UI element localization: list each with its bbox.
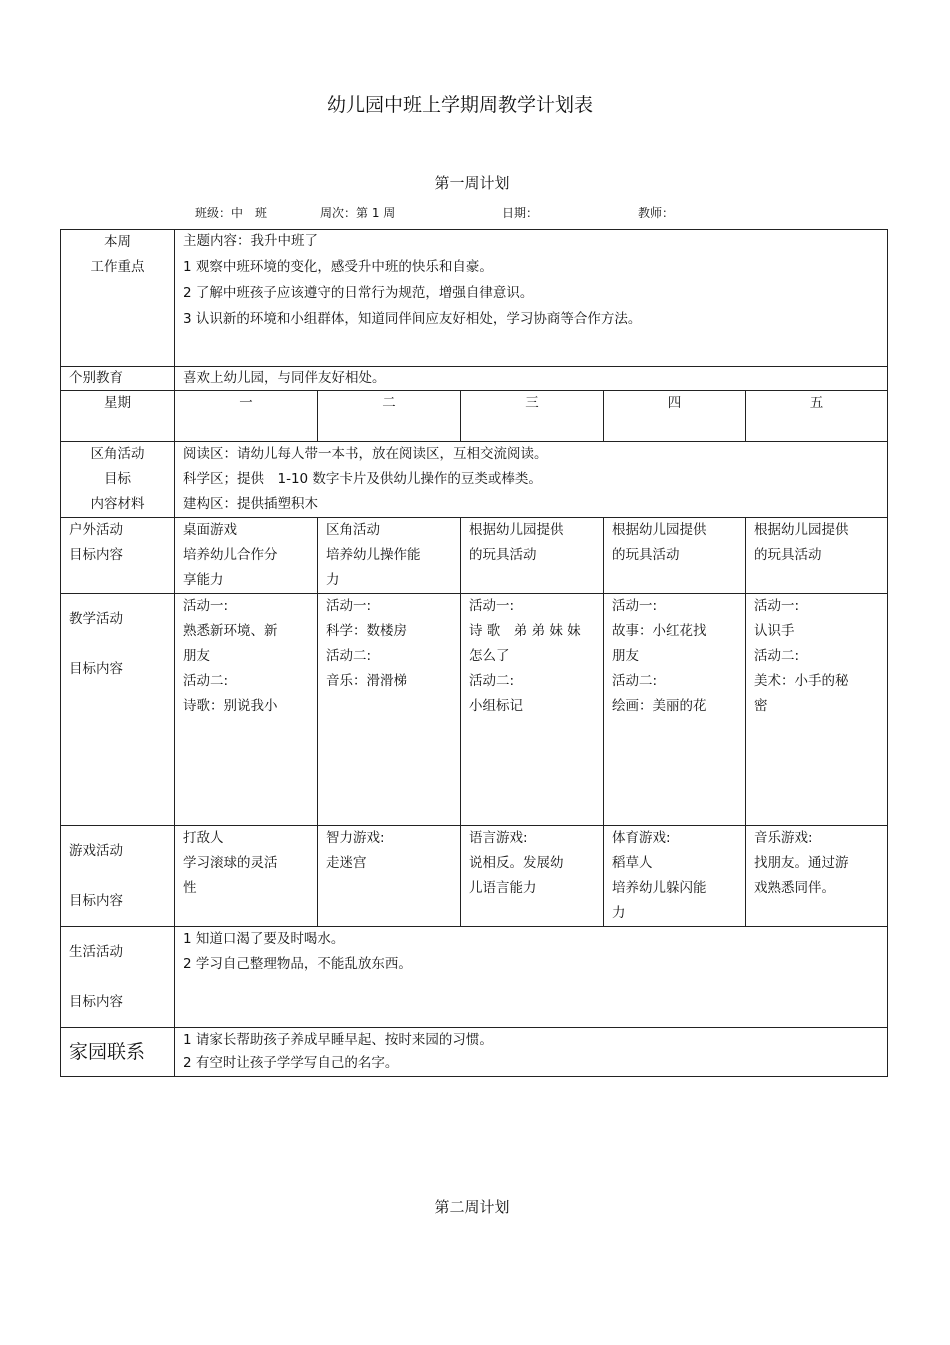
cell-line: 活动二: — [612, 673, 658, 689]
focus-row — [61, 230, 888, 367]
cell-line: 活动一: — [754, 598, 800, 614]
game-label-line: 目标内容 — [69, 893, 123, 909]
document-title: 幼儿园中班上学期周教学计划表 — [326, 94, 593, 116]
cell-line: 音乐：滑滑梯 — [326, 673, 407, 689]
game-cell — [318, 826, 461, 927]
cell-line: 诗歌：别说我小 — [183, 698, 278, 714]
focus-label — [61, 230, 175, 367]
cell-line: 的玩具活动 — [754, 547, 822, 563]
day-wednesday: 三 — [461, 391, 604, 442]
cell-line: 熟悉新环境、新 — [183, 623, 278, 639]
home-row — [61, 1028, 888, 1077]
cell-line: 密 — [754, 698, 768, 714]
cell-line: 力 — [326, 572, 340, 588]
focus-label-line: 本周 — [104, 234, 131, 250]
weekly-plan-table — [60, 229, 888, 1077]
cell-line: 活动一: — [612, 598, 658, 614]
day-friday: 五 — [746, 391, 888, 442]
life-content — [175, 927, 888, 1028]
outdoor-cell — [461, 518, 604, 594]
week1-title: 第一周计划 — [434, 174, 510, 192]
area-row — [61, 442, 888, 518]
game-cell — [604, 826, 746, 927]
home-line: 2 有空时让孩子学学写自己的名字。 — [183, 1055, 399, 1071]
cell-line: 美术：小手的秘 — [754, 673, 849, 689]
area-label-line: 内容材料 — [90, 496, 145, 512]
meta-teacher: 教师： — [638, 206, 675, 220]
cell-line: 根据幼儿园提供 — [612, 522, 707, 538]
cell-line: 朋友 — [612, 648, 639, 664]
cell-line: 说相反。发展幼 — [469, 855, 564, 871]
cell-line: 根据幼儿园提供 — [754, 522, 849, 538]
day-tuesday: 二 — [318, 391, 461, 442]
game-label-line: 游戏活动 — [69, 843, 123, 859]
game-row — [61, 826, 888, 927]
life-label-line: 目标内容 — [69, 994, 123, 1010]
weekday-label: 星期 — [61, 391, 175, 442]
cell-line: 活动一: — [326, 598, 372, 614]
cell-line: 学习滚球的灵活 — [183, 855, 278, 871]
area-line: 阅读区：请幼儿每人带一本书，放在阅读区，互相交流阅读。 — [183, 446, 548, 462]
life-label — [61, 927, 175, 1028]
outdoor-cell — [318, 518, 461, 594]
cell-line: 朋友 — [183, 648, 210, 664]
teaching-cell — [318, 594, 461, 826]
cell-line: 小组标记 — [469, 698, 523, 714]
cell-line: 戏熟悉同伴。 — [754, 880, 835, 896]
game-cell — [461, 826, 604, 927]
area-label-line: 区角活动 — [90, 446, 145, 462]
home-label: 家园联系 — [61, 1028, 175, 1077]
day-monday: 一 — [175, 391, 318, 442]
area-line: 科学区；提供 1-10 数字卡片及供幼儿操作的豆类或棒类。 — [183, 471, 542, 487]
individual-row — [61, 367, 888, 391]
cell-line: 力 — [612, 905, 626, 921]
focus-content — [175, 230, 888, 367]
teaching-cell — [175, 594, 318, 826]
cell-line: 培养幼儿操作能 — [326, 547, 421, 563]
individual-label: 个别教育 — [61, 367, 175, 391]
game-cell — [175, 826, 318, 927]
life-row — [61, 927, 888, 1028]
individual-content: 喜欢上幼儿园，与同伴友好相处。 — [175, 367, 888, 391]
area-label — [61, 442, 175, 518]
outdoor-label-line: 目标内容 — [69, 547, 123, 563]
life-label-line: 生活活动 — [69, 944, 123, 960]
cell-line: 儿语言能力 — [469, 880, 537, 896]
outdoor-cell — [604, 518, 746, 594]
cell-line: 认识手 — [754, 623, 795, 639]
cell-line: 智力游戏: — [326, 830, 385, 846]
home-line: 1 请家长帮助孩子养成早睡早起、按时来园的习惯。 — [183, 1032, 493, 1048]
cell-line: 培养幼儿躲闪能 — [612, 880, 707, 896]
game-label — [61, 826, 175, 927]
cell-line: 活动二: — [326, 648, 372, 664]
outdoor-row — [61, 518, 888, 594]
cell-line: 性 — [183, 880, 197, 896]
cell-line: 培养幼儿合作分 — [183, 547, 278, 563]
cell-line: 活动一: — [469, 598, 515, 614]
teaching-cell — [461, 594, 604, 826]
area-label-line: 目标 — [104, 471, 131, 487]
cell-line: 科学：数楼房 — [326, 623, 407, 639]
weekday-header-row — [61, 391, 888, 442]
game-cell — [746, 826, 888, 927]
cell-line: 体育游戏: — [612, 830, 671, 846]
cell-line: 桌面游戏 — [183, 522, 237, 538]
cell-line: 活动二: — [183, 673, 229, 689]
focus-line: 2 了解中班孩子应该遵守的日常行为规范，增强自律意识。 — [183, 285, 534, 301]
life-line: 1 知道口渴了要及时喝水。 — [183, 931, 345, 947]
life-line: 2 学习自己整理物品，不能乱放东西。 — [183, 956, 412, 972]
cell-line: 稻草人 — [612, 855, 653, 871]
cell-line: 活动一: — [183, 598, 229, 614]
area-line: 建构区：提供插塑积木 — [183, 496, 318, 512]
teaching-row — [61, 594, 888, 826]
day-thursday: 四 — [604, 391, 746, 442]
home-content — [175, 1028, 888, 1077]
outdoor-cell — [746, 518, 888, 594]
cell-line: 的玩具活动 — [469, 547, 537, 563]
teaching-label-line: 教学活动 — [69, 611, 123, 627]
focus-line: 3 认识新的环境和小组群体，知道同伴间应友好相处，学习协商等合作方法。 — [183, 311, 642, 327]
focus-line: 主题内容：我升中班了 — [183, 233, 318, 249]
cell-line: 活动二: — [754, 648, 800, 664]
outdoor-cell — [175, 518, 318, 594]
cell-line: 绘画：美丽的花 — [612, 698, 707, 714]
cell-line: 怎么了 — [469, 648, 510, 664]
cell-line: 根据幼儿园提供 — [469, 522, 564, 538]
cell-line: 区角活动 — [326, 522, 380, 538]
outdoor-label-line: 户外活动 — [69, 522, 123, 538]
teaching-cell — [604, 594, 746, 826]
teaching-cell — [746, 594, 888, 826]
teaching-label-line: 目标内容 — [69, 661, 123, 677]
cell-line: 语言游戏: — [469, 830, 528, 846]
cell-line: 音乐游戏: — [754, 830, 813, 846]
cell-line: 故事：小红花找 — [612, 623, 707, 639]
week2-title: 第二周计划 — [434, 1198, 510, 1216]
focus-line: 1 观察中班环境的变化，感受升中班的快乐和自豪。 — [183, 259, 493, 275]
meta-date: 日期： — [502, 206, 539, 220]
meta-class: 班级：中 班 — [195, 206, 268, 220]
outdoor-label — [61, 518, 175, 594]
cell-line: 活动二: — [469, 673, 515, 689]
cell-line: 走迷宫 — [326, 855, 367, 871]
cell-line: 诗 歌 弟 弟 妹 妹 — [469, 623, 581, 639]
area-content — [175, 442, 888, 518]
cell-line: 打敌人 — [183, 830, 224, 846]
meta-week: 周次：第 1 周 — [320, 206, 396, 220]
cell-line: 享能力 — [183, 572, 224, 588]
focus-label-line: 工作重点 — [90, 259, 145, 275]
cell-line: 找朋友。通过游 — [754, 855, 849, 871]
cell-line: 的玩具活动 — [612, 547, 680, 563]
teaching-label — [61, 594, 175, 826]
